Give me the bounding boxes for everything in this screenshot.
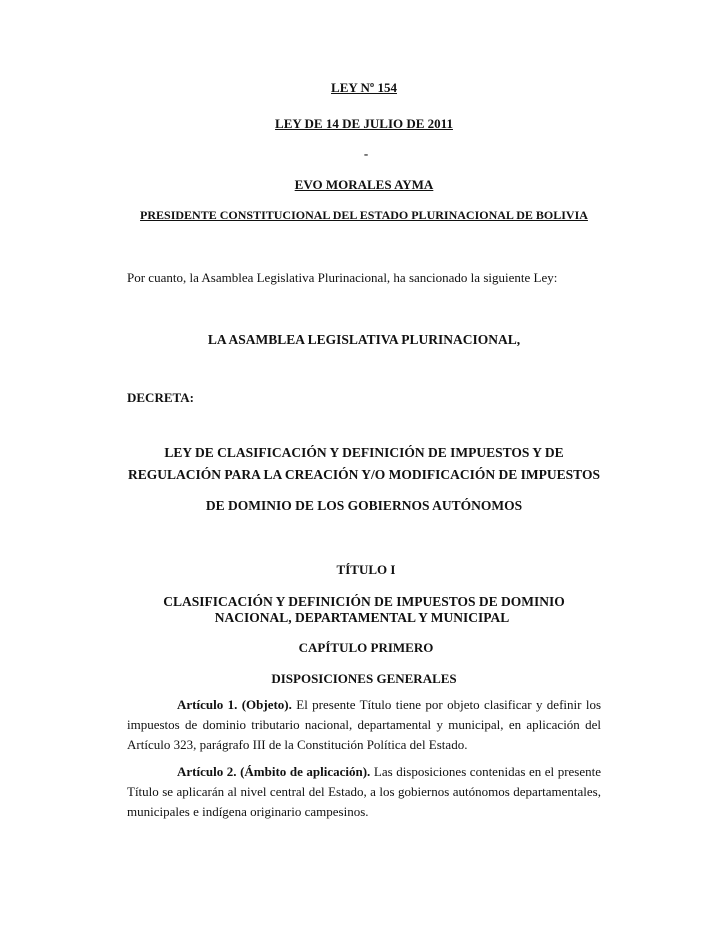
law-number [0, 80, 728, 96]
titulo-heading-line-2 [0, 610, 728, 626]
preamble: Por cuanto, la Asamblea Legislativa Plurinacional, ha sancionado la siguiente Ley: [127, 270, 558, 285]
law-title-line-3: DE DOMINIO DE LOS GOBIERNOS AUTÓNOMOS [205, 498, 523, 513]
capitulo-heading: DISPOSICIONES GENERALES [271, 671, 457, 686]
decreta-heading: DECRETA: [127, 390, 194, 405]
president-title: PRESIDENTE CONSTITUCIONAL DEL ESTADO PLURINACIONAL DE BOLIVIA [140, 208, 588, 222]
titulo-label-text: TÍTULO I [336, 562, 396, 577]
law-title-line-2: REGULACIÓN PARA LA CREACIÓN Y/O MODIFICACIÓN DE IMPUESTOS [128, 467, 600, 482]
article-2-text: Las disposiciones contenidas en el presente Título se aplicarán al nivel central del Estado, a los gobiernos autónomos departamentales, municipales e indígena originario campesinos. [127, 764, 602, 819]
article-1-heading: Artículo 1. (Objeto). [177, 697, 292, 712]
titulo-heading-line-2-text: NACIONAL, DEPARTAMENTAL Y MUNICIPAL [214, 610, 510, 625]
header-dash [0, 146, 728, 162]
law-title-line-1: LEY DE CLASIFICACIÓN Y DEFINICIÓN DE IMPUESTOS Y DE [164, 445, 564, 460]
law-number-text: LEY Nº 154 [331, 80, 397, 95]
assembly-heading: LA ASAMBLEA LEGISLATIVA PLURINACIONAL, [207, 332, 521, 347]
president-name: EVO MORALES AYMA [294, 177, 434, 192]
article-1 [127, 695, 601, 755]
capitulo-label-text: CAPÍTULO PRIMERO [298, 640, 434, 655]
article-1-text: El presente Título tiene por objeto clasificar y definir los impuestos de dominio tributario nacional, departamental y municipal, en aplicación del Artículo 323, parágrafo III de la Constitución Política del Estado. [127, 697, 602, 752]
header-dash-text: - [363, 146, 369, 161]
law-date: LEY DE 14 DE JULIO DE 2011 [275, 116, 453, 131]
article-2 [127, 762, 601, 822]
titulo-heading-line-1: CLASIFICACIÓN Y DEFINICIÓN DE IMPUESTOS DE DOMINIO [163, 594, 565, 609]
titulo-label [0, 562, 728, 578]
capitulo-label [0, 640, 728, 656]
article-2-heading: Artículo 2. (Ámbito de aplicación). [177, 764, 371, 779]
